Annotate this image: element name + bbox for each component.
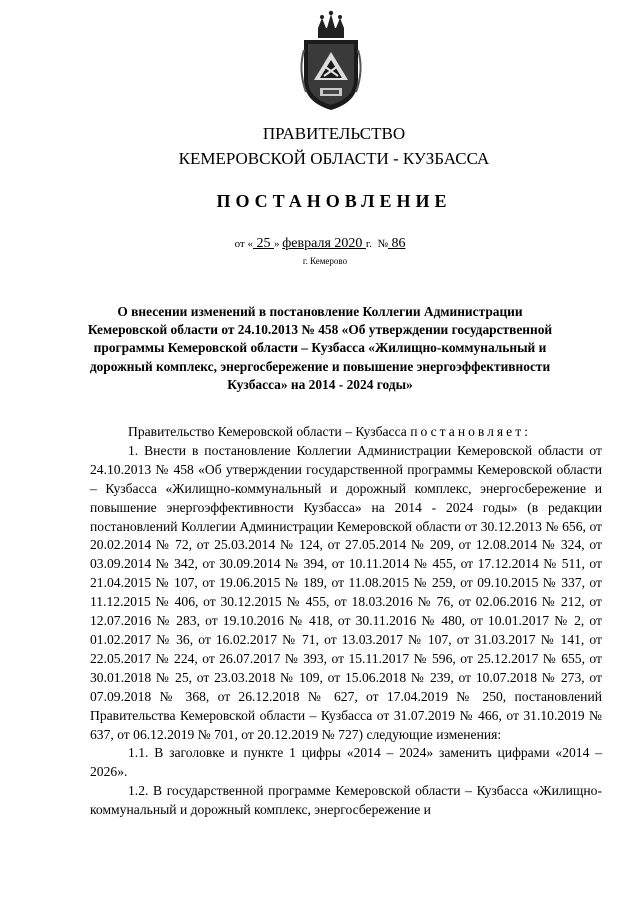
paragraph-1: 1. Внести в постановление Коллегии Администрации Кемеровской области от 24.10.2013 № 458 «Об утверждении государственной программы Кемеровской области – Кузбасса «Жилищно-коммунальный и дорожный комплекс, энергосбережение и повышение энергоэффективности Кузбасса» на 2014 - 2024 годы» (в редакции постановлений Коллегии Администрации Кемеровской области от 30.12.2013 № 656, от 20.02.2014 № 72, от 25.03.2014 № 124, от 27.05.2014 № 209, от 12.08.2014 № 324, от 03.09.2014 № 342, от 30.09.2014 № 394, от 10.11.2014 № 455, от 17.12.2014 № 511, от 21.04.2015 № 107, от 19.06.2015 № 189, от 11.08.2015 № 259, от 09.10.2015 № 337, от 11.12.2015 № 406, от 30.12.2015 № 455, от 18.03.2016 № 76, от 02.06.2016 № 212, от 12.07.2016 № 283, от 19.10.2016 № 418, от 30.11.2016 № 480, от 10.01.2017 № 2, от 01.02.2017 № 36, от 16.02.2017 № 71, от 13.03.2017 № 107, от 31.03.2017 № 141, от 22.05.2017 № 224, от 26.07.2017 № 393, от 15.11.2017 № 596, от 25.12.2017 № 655, от 30.01.2018 № 25, от 23.03.2018 № 109, от 15.06.2018 № 239, от 10.07.2018 № 273, от 07.09.2018 № 368, от 26.12.2018 № 627, от 17.04.2019 № 250, постановлений Правительства Кемеровской области – Кузбасса от 31.07.2019 № 466, от 31.10.2019 № 637, от 06.12.2019 № 701, от 20.12.2019 № 727) следующие изменения: [90, 442, 602, 742]
government-title-line1: ПРАВИТЕЛЬСТВО [262, 124, 406, 143]
paragraph-1-2: 1.2. В государственной программе Кемеровской области – Кузбасса «Жилищно-коммунальный и дорожный комплекс, энергосбережение и [90, 783, 602, 818]
intro-paragraph [90, 423, 602, 442]
date-day: 25 [252, 236, 274, 251]
intro-resolves: постановляет: [410, 424, 531, 439]
document-city: г. Кемерово [302, 256, 348, 266]
date-year-suffix: г. [365, 238, 372, 250]
document-body [90, 423, 602, 820]
document-title: О внесении изменений в постановление Коллегии Администрации Кемеровской области от 24.10.2013 № 458 «Об утверждении государственной программы Кемеровской области – Кузбасса «Жилищно-коммунальный и дорожный комплекс, энергосбережение и повышение энергоэффективности Кузбасса» на 2014 - 2024 годы» [87, 304, 553, 392]
document-number: 86 [387, 236, 406, 251]
document-dateline [0, 236, 640, 252]
paragraph-1-1: 1.1. В заголовке и пункте 1 цифры «2014 – 2024» заменить цифрами «2014 – 2026». [90, 745, 602, 780]
kemerovo-coat-of-arms-icon [296, 10, 366, 116]
intro-text: Правительство Кемеровской области – Кузбасса [128, 424, 411, 439]
number-prefix: № [377, 238, 388, 250]
date-month-year: февраля 2020 [282, 236, 366, 251]
date-from-prefix: от « [234, 238, 253, 250]
government-title-line2: КЕМЕРОВСКОЙ ОБЛАСТИ - КУЗБАССА [178, 149, 490, 168]
document-type-heading: ПОСТАНОВЛЕНИЕ [216, 191, 452, 211]
date-separator: » [273, 238, 283, 250]
